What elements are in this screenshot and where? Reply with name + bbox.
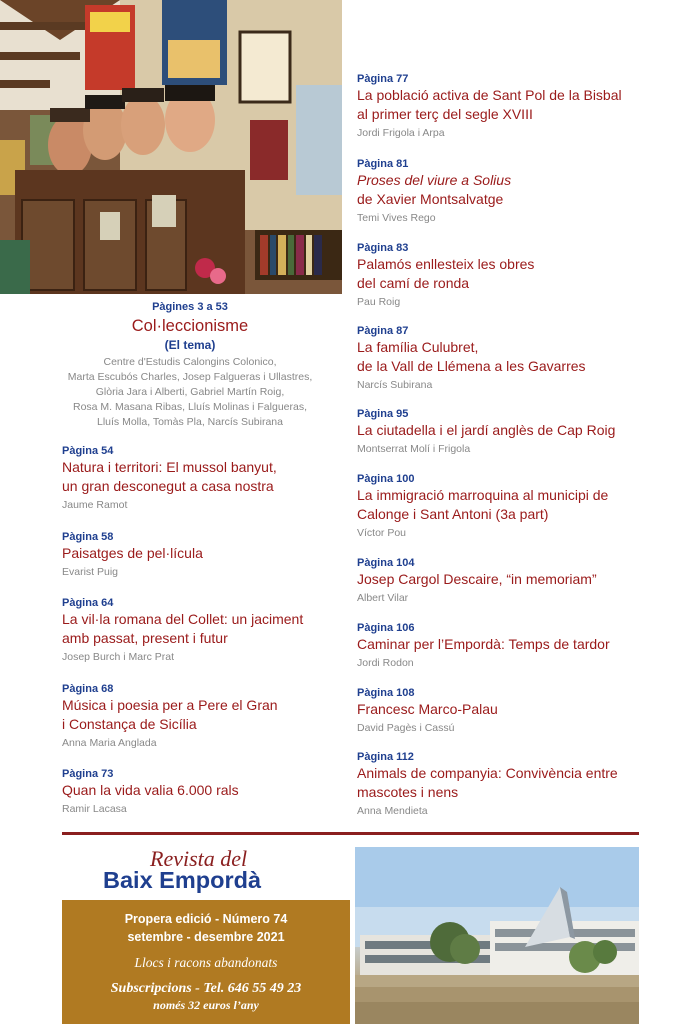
promo-theme: Llocs i racons abandonats xyxy=(134,955,278,970)
article-title xyxy=(357,700,657,719)
article-title-line: Palamós enllesteix les obres xyxy=(357,256,535,272)
article-title-line: Francesc Marco-Palau xyxy=(357,701,498,717)
article-entry[interactable] xyxy=(357,472,657,540)
article-title-line: de Xavier Montsalvatge xyxy=(357,191,504,207)
collection-room-illustration xyxy=(0,0,342,294)
theme-authors xyxy=(40,355,340,430)
article-title-line: Natura i territori: El mussol banyut, xyxy=(62,459,277,475)
abandoned-building-photo xyxy=(355,847,639,1024)
article-title-italic-line: Proses del viure a Solius xyxy=(357,172,512,188)
article-title xyxy=(357,255,657,293)
article-author: Pau Roig xyxy=(357,296,401,308)
article-title-line: Quan la vida valia 6.000 rals xyxy=(62,782,239,798)
article-page: Pàgina 68 xyxy=(62,683,114,695)
theme-pages: Pàgines 3 a 53 xyxy=(152,301,228,313)
promo-dates: setembre - desembre 2021 xyxy=(127,930,285,944)
article-page: Pàgina 58 xyxy=(62,531,114,543)
article-title-line: La immigració marroquina al municipi de xyxy=(357,487,609,503)
theme-author-line: Lluís Molla, Tomàs Pla, Narcís Subirana xyxy=(97,416,283,428)
article-title xyxy=(62,610,347,648)
article-title-line: mascotes i nens xyxy=(357,784,459,800)
article-title-line: de la Vall de Llémena a les Gavarres xyxy=(357,358,586,374)
article-page: Pàgina 81 xyxy=(357,158,409,170)
article-page: Pàgina 95 xyxy=(357,408,409,420)
promo-price: només 32 euros l’any xyxy=(153,998,259,1012)
article-page: Pàgina 112 xyxy=(357,751,414,763)
article-author: Josep Burch i Marc Prat xyxy=(62,651,175,663)
magazine-subtitle: Baix Empordà xyxy=(103,867,262,893)
article-page: Pàgina 100 xyxy=(357,473,415,485)
next-edition-promo xyxy=(62,900,350,1024)
section-divider xyxy=(62,832,639,835)
article-entry[interactable] xyxy=(357,72,657,140)
article-author: Albert Vilar xyxy=(357,592,409,604)
article-page: Pàgina 64 xyxy=(62,597,114,609)
article-title xyxy=(357,570,657,589)
abandoned-building-illustration xyxy=(355,847,639,1024)
article-title xyxy=(62,696,347,734)
promo-subscriptions: Subscripcions - Tel. 646 55 49 23 xyxy=(110,981,302,996)
article-title-line: Caminar per l’Empordà: Temps de tardor xyxy=(357,636,610,652)
article-title-line: Música i poesia per a Pere el Gran xyxy=(62,697,278,713)
article-author: David Pagès i Cassú xyxy=(357,722,455,734)
article-entry[interactable] xyxy=(62,444,347,512)
article-entry[interactable] xyxy=(357,407,657,456)
article-title-line: La ciutadella i el jardí anglès de Cap Roig xyxy=(357,422,616,438)
theme-author-line: Glòria Jara i Alberti, Gabriel Martín Roig, xyxy=(95,386,285,398)
article-title-line: i Constança de Sicília xyxy=(62,716,197,732)
article-author: Víctor Pou xyxy=(357,527,407,539)
article-title xyxy=(357,635,657,654)
article-title-line: Paisatges de pel·lícula xyxy=(62,545,203,561)
article-author: Anna Maria Anglada xyxy=(62,737,157,749)
article-title-line: La vil·la romana del Collet: un jaciment xyxy=(62,611,304,627)
article-title xyxy=(357,421,657,440)
article-author: Anna Mendieta xyxy=(357,805,428,817)
article-page: Pàgina 106 xyxy=(357,622,415,634)
article-author: Evarist Puig xyxy=(62,566,119,578)
magazine-title: Revista del xyxy=(150,846,248,871)
article-title xyxy=(62,544,347,563)
article-page: Pàgina 87 xyxy=(357,325,409,337)
theme-author-line: Marta Escubós Charles, Josep Falgueras i Ullastres, xyxy=(67,371,313,383)
article-title xyxy=(62,458,347,496)
article-title xyxy=(357,764,657,802)
article-title-line: Josep Cargol Descaire, “in memoriam” xyxy=(357,571,597,587)
article-entry[interactable] xyxy=(357,324,657,392)
article-title xyxy=(357,338,657,376)
article-title-line: del camí de ronda xyxy=(357,275,470,291)
article-page: Pàgina 54 xyxy=(62,445,114,457)
article-page: Pàgina 73 xyxy=(62,768,114,780)
article-page: Pàgina 108 xyxy=(357,687,415,699)
article-entry[interactable] xyxy=(62,682,347,750)
article-author: Narcís Subirana xyxy=(357,379,433,391)
article-title-line: Animals de companyia: Convivència entre xyxy=(357,765,618,781)
article-title-line: Calonge i Sant Antoni (3a part) xyxy=(357,506,549,522)
article-title-line: La família Culubret, xyxy=(357,339,479,355)
promo-edition: Propera edició - Número 74 xyxy=(124,912,288,926)
theme-block xyxy=(40,300,340,430)
article-title-line: un gran desconegut a casa nostra xyxy=(62,478,274,494)
article-author: Jaume Ramot xyxy=(62,499,128,511)
article-title-line: amb passat, present i futur xyxy=(62,630,228,646)
article-entry[interactable] xyxy=(357,556,657,605)
article-author: Montserrat Molí i Frigola xyxy=(357,443,471,455)
article-title-line: al primer terç del segle XVIII xyxy=(357,106,533,122)
article-title xyxy=(357,86,657,124)
article-entry[interactable] xyxy=(62,530,347,579)
article-title xyxy=(357,486,657,524)
article-author: Ramir Lacasa xyxy=(62,803,127,815)
article-page: Pàgina 77 xyxy=(357,73,409,85)
article-title-line: La població activa de Sant Pol de la Bisbal xyxy=(357,87,622,103)
article-title xyxy=(357,171,657,209)
article-author: Jordi Frigola i Arpa xyxy=(357,127,445,139)
collection-room-photo xyxy=(0,0,342,294)
article-author: Jordi Rodon xyxy=(357,657,414,669)
article-entry[interactable] xyxy=(357,157,657,225)
article-entry[interactable] xyxy=(357,621,657,670)
article-entry[interactable] xyxy=(357,686,657,735)
theme-subtitle: (El tema) xyxy=(164,338,216,352)
article-entry[interactable] xyxy=(62,596,347,664)
article-page: Pàgina 83 xyxy=(357,242,409,254)
article-author: Temi Vives Rego xyxy=(357,212,436,224)
article-title xyxy=(62,781,347,800)
article-entry[interactable] xyxy=(357,750,657,818)
theme-title: Col·leccionisme xyxy=(131,317,249,335)
article-page: Pàgina 104 xyxy=(357,557,415,569)
article-entry[interactable] xyxy=(357,241,657,309)
theme-author-line: Centre d'Estudis Calongins Colonico, xyxy=(103,356,277,368)
theme-author-line: Rosa M. Masana Ribas, Lluís Molinas i Falgueras, xyxy=(72,401,307,413)
article-entry[interactable] xyxy=(62,767,347,816)
